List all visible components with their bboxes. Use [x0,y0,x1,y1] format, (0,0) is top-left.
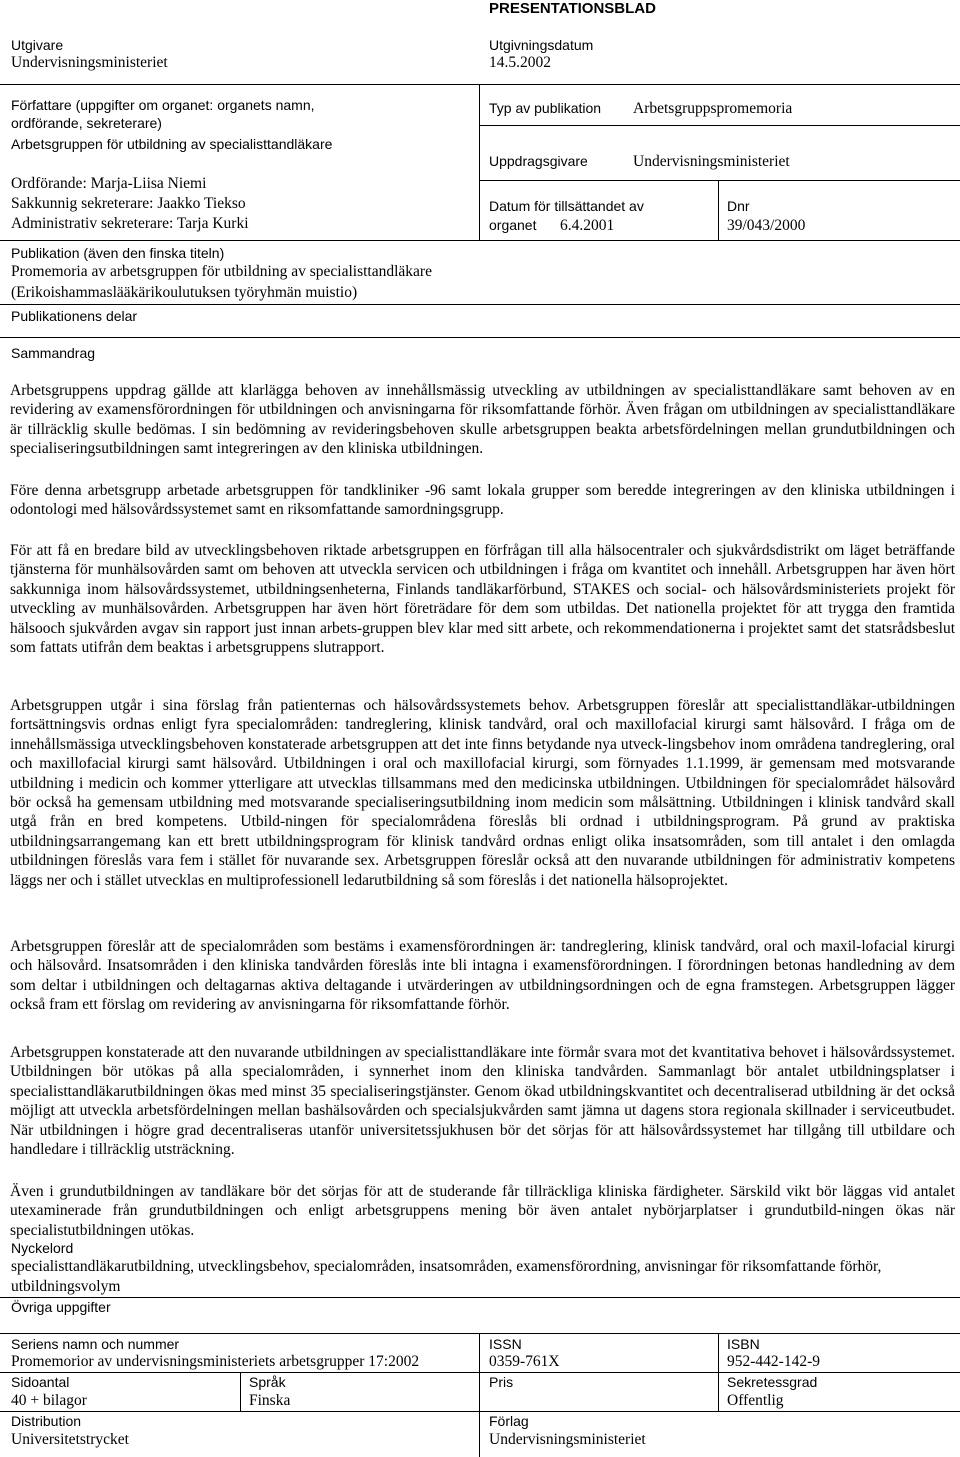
publication-title-finnish: (Erikoishammaslääkärikoulutuksen työryhmän muistio) [11,284,358,301]
publication-label: Publikation (även den finska titeln) [11,245,225,261]
divider [0,337,960,338]
language-value: Finska [249,1392,291,1409]
summary-paragraph: Arbetsgruppen konstaterade att den nuvarande utbildningen av specialisttandläkare inte förmår svara mot det kvantitativa behovet i hälsovårdssystemet. Utbildningen bör utökas på alla specialområden, i synnerhet inom den kliniska tandvården. Sammanlagt bör antalet utbildningsplatser i specialisttandläkarutbildningen ökas med minst 35 specialiseringstjänster. Genom ökad utbildningskvantitet och decentraliserad utbildning är det också möjligt att utveckla arbetsfördelningen mellan bashälsovården och specialsjukvården samt jämna ut dagens stora regionala skillnader i serviceutbudet. När utbildningen i högre grad decentraliseras utanför universitetssjukhusen bör det sörjas för att hälsovårdssystemet har tillgång till utbildare och handledare i tillräcklig utsträckning. [10,1044,955,1159]
admin-secretary: Administrativ sekreterare: Tarja Kurki [11,215,249,232]
divider [718,180,719,240]
other-info-label: Övriga uppgifter [11,1299,111,1315]
keywords-value: specialisttandläkarutbildning, utvecklingsbehov, specialområden, insatsområden, examensförordning, anvisningar för riksomfattande förhör, utbildningsvolym [11,1258,882,1295]
price-label: Pris [489,1374,514,1390]
expert-secretary: Sakkunnig sekreterare: Jaakko Tiekso [11,195,246,212]
divider [0,1411,960,1412]
summary-paragraph: För att få en bredare bild av utvecklingsbehoven riktade arbetsgruppen en förfrågan till alla hälsocentraler och sjukvårdsdistrikt om läget beträffande tjänsterna för munhälsovården samt om behoven att utveckla servicen och utbildningen i fråga om kvantitet och innehåll. Arbetsgruppen har även hört sakkunniga inom hälsovårdssystemet, utbildningsenheterna, Finlands tandläkarförbund, STAKES och social- och hälsovårdsministeriets projekt för utveckling av munhälsovården. Arbetsgruppen har även hört företrädare för dem som utbildas. Det nationella projektet för att trygga den framtida hälsooch sjukvården avgav sin rapport just innan arbets-gruppen blev klar med sitt arbete, och rekommendationerna i projektet samt det statsrådsbeslut som fattats utifrån dem beaktas i arbetsgruppens slutrapport. [10,542,955,657]
divider [0,1297,960,1298]
authors-label: Författare (uppgifter om organet: organets namn, [11,97,315,113]
divider [0,84,960,85]
distribution-label: Distribution [11,1413,82,1429]
confidentiality-label: Sekretessgrad [727,1374,818,1390]
summary-paragraph: Arbetsgruppens uppdrag gällde att klarlägga behoven av innehållsmässig utveckling av utbildningen av specialisttandläkare samt behoven av en revidering av examensförordningen för utbildningen och anvisningarna för riksomfattande förhör. Även frågan om utbildningen av specialisttandläkare är tillräcklig skulle bedömas. I sin bedömning av revideringsbehoven skulle arbetsgruppen beakta arbetsfördelningen mellan grundutbildningen och specialiseringsutbildningen samt integreringen av den kliniska utbildningen. [10,382,955,458]
divider [240,1372,241,1411]
language-label: Språk [249,1374,286,1390]
summary-paragraph: Före denna arbetsgrupp arbetade arbetsgruppen för tandkliniker -96 samt lokala grupper som beredde integreringen av den kliniska utbildningen i odontologi med hälsovårdssystemet samt en riksomfattande samordningsgrupp. [10,482,955,519]
summary-paragraph: Arbetsgruppen föreslår att de specialområden som bestäms i examensförordningen är: tandreglering, klinisk tandvård, oral och maxil-lofacial kirurgi och hälsovård. Insatsområden i den kliniska tandvården föreslås inte bli intagna i examensförordningen. I förordningen betonas handledning av dem som deltar i utbildningen och deltagarnas aktiva deltagande i utvärderingen av utbildningsordningen och de egna framstegen. Arbetsgruppen lägger också fram ett förslag om revidering av anvisningarna för riksomfattande förhör. [10,938,955,1014]
working-group-name: Arbetsgruppen för utbildning av specialisttandläkare [11,136,333,152]
distribution-value: Universitetstrycket [11,1431,129,1448]
divider [0,1333,960,1334]
commissioner-label: Uppdragsgivare [489,153,588,169]
chair: Ordförande: Marja-Liisa Niemi [11,175,207,192]
publisher-value: Undervisningsministeriet [11,54,168,71]
isbn-label: ISBN [727,1336,760,1352]
dnr-value: 39/043/2000 [727,217,806,234]
parts-label: Publikationens delar [11,308,138,324]
publication-type-label: Typ av publikation [489,100,602,116]
date-value: 14.5.2002 [489,54,551,71]
divider [479,125,960,126]
divider [479,1333,480,1457]
publication-title: Promemoria av arbetsgruppen för utbildning av specialisttandläkare [11,263,432,280]
summary-label: Sammandrag [11,345,96,361]
keywords-label: Nyckelord [11,1240,74,1256]
publication-type-value: Arbetsgruppspromemoria [633,100,793,117]
commissioner-value: Undervisningsministeriet [633,153,790,170]
date-label: Utgivningsdatum [489,37,594,53]
summary-paragraph: Arbetsgruppen utgår i sina förslag från patienternas och hälsovårdssystemets behov. Arbetsgruppen föreslår att specialisttandläkar-utbildningen fortsättningsvis ordnas enligt fyra specialområden: tandreglering, klinisk tandvård, oral och maxillofacial kirurgi samt hälsovård. I fråga om de innehållsmässiga utvecklingsbehoven konstaterade arbetsgruppen att det inte finns betydande nya utveck-lingsbehov inom områdena tandreglering, oral och maxillofacial kirurgi samt hälsovård. Utbildningen i oral och maxillofacial kirurgi, som förnyades 1.1.1999, är gemensam med motsvarande utbildning i medicin och kommer ytterligare att utvecklas tillsammans med den medicinska utbildningen. Utbildningen för specialområdet hälsovård bör också ha gemensam utbildning med motsvarande specialiseringsutbildning inom medicin som målsättning. Utbildningen i klinisk tandvård skall utgå från en bred kompetens. Utbild-ningen för specialområdena föreslås bli ordnad i utbildningsprogram. På grund av praktiska utbildningsarrangemang kan ett brett utbildningsprogram för klinisk tandvård ordnas enligt olika insatsområden, som till antalet i den omlagda utbildningen föreslås vara fem i stället för nuvarande sex. Arbetsgruppen föreslår också att den nuvarande utbildningen för administrativ kompetens läggs ner och i stället utvecklas en multiprofessionell ledarutbildning så som föreslås i det nationella hälsoprojektet. [10,697,955,889]
publisher-bottom-label: Förlag [489,1413,529,1429]
pages-label: Sidoantal [11,1374,70,1390]
divider [0,1372,960,1373]
issn-value: 0359-761X [489,1353,560,1370]
series-label: Seriens namn och nummer [11,1336,180,1352]
authors-label: ordförande, sekreterare) [11,115,162,131]
dnr-label: Dnr [727,198,750,214]
series-value: Promemorior av undervisningsministeriets arbetsgrupper 17:2002 [11,1353,420,1370]
confidentiality-value: Offentlig [727,1392,784,1409]
document-title: PRESENTATIONSBLAD [489,0,656,17]
appointment-date: 6.4.2001 [560,217,615,234]
divider [0,240,960,241]
divider [479,180,960,181]
isbn-value: 952-442-142-9 [727,1353,820,1370]
publisher-label: Utgivare [11,37,64,53]
appointment-label: organet [489,217,537,233]
pages-value: 40 + bilagor [11,1392,87,1409]
issn-label: ISSN [489,1336,522,1352]
divider [0,304,960,305]
divider [479,84,480,240]
summary-paragraph: Även i grundutbildningen av tandläkare bör det sörjas för att de studerande får tillräckliga kliniska färdigheter. Särskild vikt bör läggas vid antalet utexaminerade från grundutbildningen och enligt arbetsgruppens mening bör även antalet nybörjarplatser i grundutbild-ningen ökas när specialistutbildningen utökas. [10,1183,955,1239]
publisher-bottom-value: Undervisningsministeriet [489,1431,646,1448]
appointment-label: Datum för tillsättandet av [489,198,644,214]
